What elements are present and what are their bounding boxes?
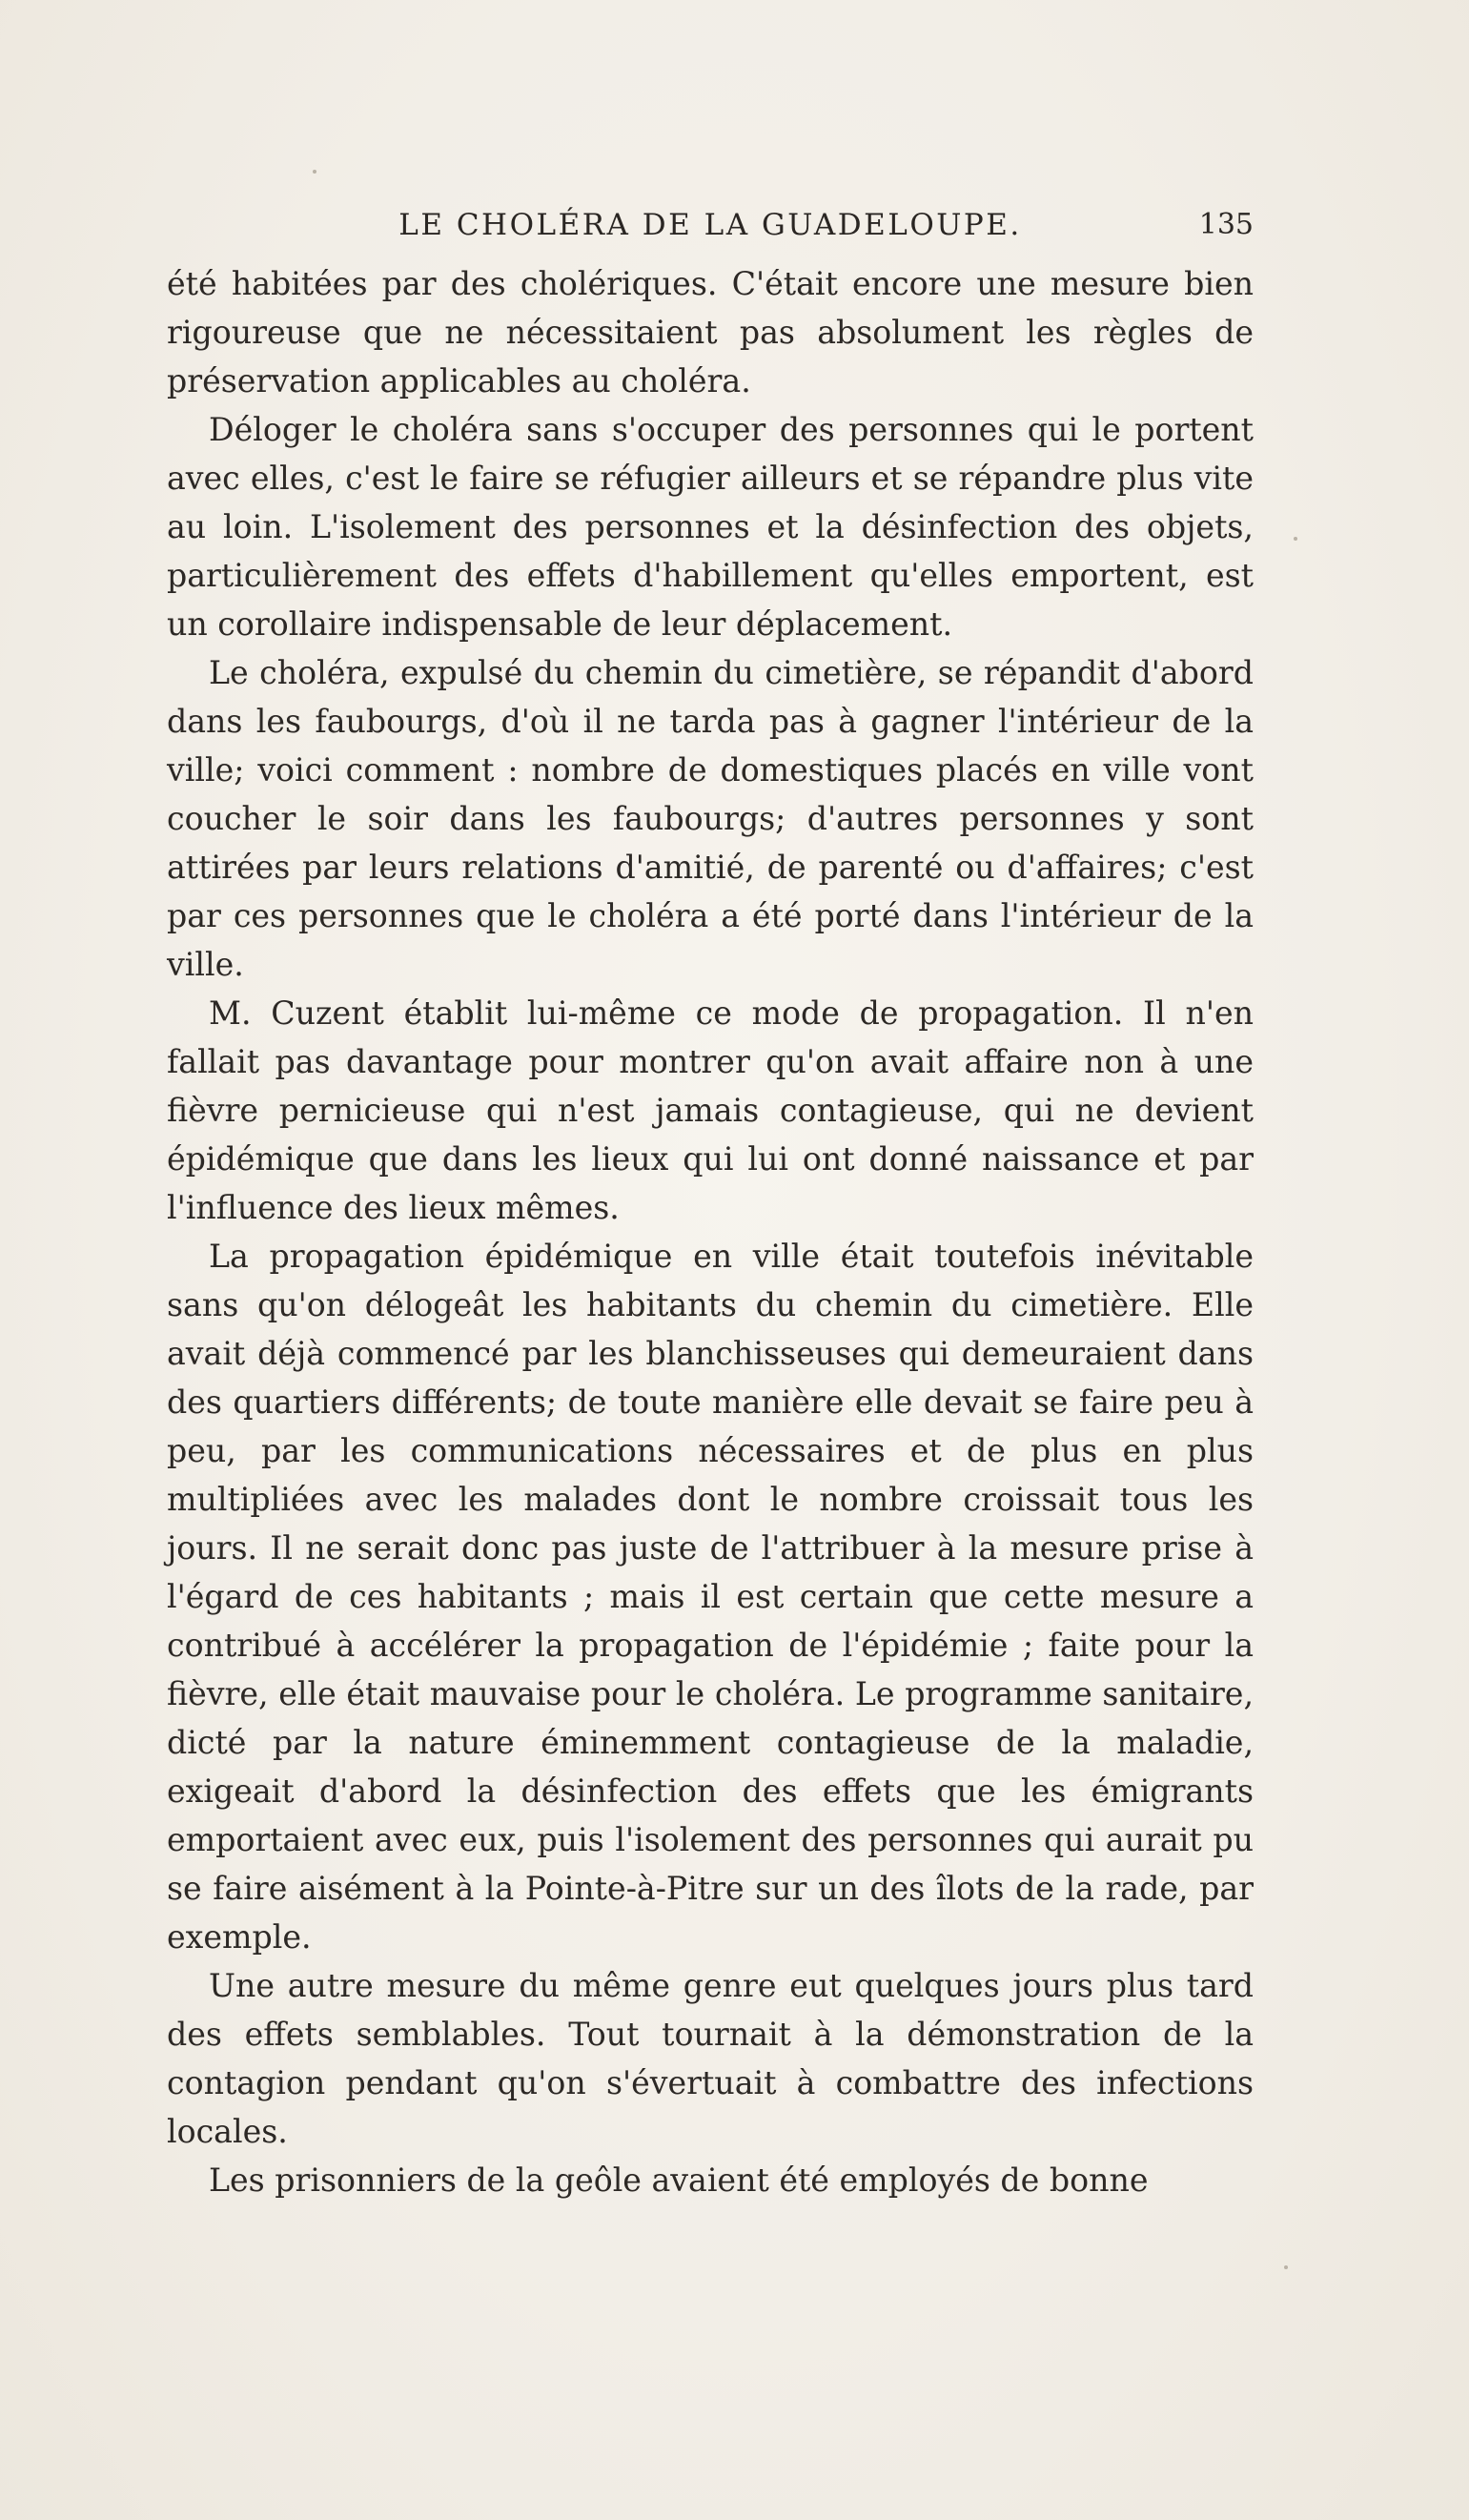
paper-speck [1284,2265,1288,2269]
paragraph: M. Cuzent établit lui-même ce mode de propagation. Il n'en fallait pas davantage pour montrer qu'on avait affaire non à une fièvre pernicieuse qui n'est jamais contagieuse, qui ne devient épidémique que dans les lieux qui lui ont donné naissance et par l'influence des lieux mêmes. [167,994,1254,1226]
paragraph: Le choléra, expulsé du chemin du cimetière, se répandit d'abord dans les faubourgs, d'où il ne tarda pas à gagner l'intérieur de la ville; voici comment : nombre de domestiques placés en ville vont coucher le soir dans les faubourgs; d'autres personnes y sont attirées par leurs relations d'amitié, de parenté ou d'affaires; c'est par ces personnes que le choléra a été porté dans l'intérieur de la ville. [167,654,1254,983]
body-text [167,259,1254,2204]
paragraph: été habitées par des cholériques. C'était encore une mesure bien rigoureuse que ne nécessitaient pas absolument les règles de préservation applicables au choléra. [167,265,1254,400]
paragraph: Les prisonniers de la geôle avaient été employés de bonne [209,2161,1149,2199]
paper-speck [1294,537,1297,541]
running-title: LE CHOLÉRA DE LA GUADELOUPE. [398,208,1022,242]
paragraph: Une autre mesure du même genre eut quelques jours plus tard des effets semblables. Tout tournait à la démonstration de la contagion pendant qu'on s'évertuait à combattre des infections locales. [167,1967,1254,2150]
paper-speck [313,170,316,174]
paragraph: La propagation épidémique en ville était toutefois inévitable sans qu'on délogeât les habitants du chemin du cimetière. Elle avait déjà commencé par les blanchisseuses qui demeuraient dans des quartiers différents; de toute manière elle devait se faire peu à peu, par les communications nécessaires et de plus en plus multipliées avec les malades dont le nombre croissait tous les jours. Il ne serait donc pas juste de l'attribuer à la mesure prise à l'égard de ces habitants ; mais il est certain que cette mesure a contribué à accélérer la propagation de l'épidémie ; faite pour la fièvre, elle était mauvaise pour le choléra. Le programme sanitaire, dicté par la nature éminemment contagieuse de la maladie, exigeait d'abord la désinfection des effets que les émigrants emportaient avec eux, puis l'isolement des personnes qui aurait pu se faire aisément à la Pointe-à-Pitre sur un des îlots de la rade, par exemple. [167,1238,1254,1956]
page-number: 135 [1198,208,1254,241]
paragraph: Déloger le choléra sans s'occuper des personnes qui le portent avec elles, c'est le faire se réfugier ailleurs et se répandre plus vite au loin. L'isolement des personnes et la désinfection des objets, particulièrement des effets d'habillement qu'elles emportent, est un corollaire indispensable de leur déplacement. [167,411,1254,643]
page-header [167,208,1254,256]
